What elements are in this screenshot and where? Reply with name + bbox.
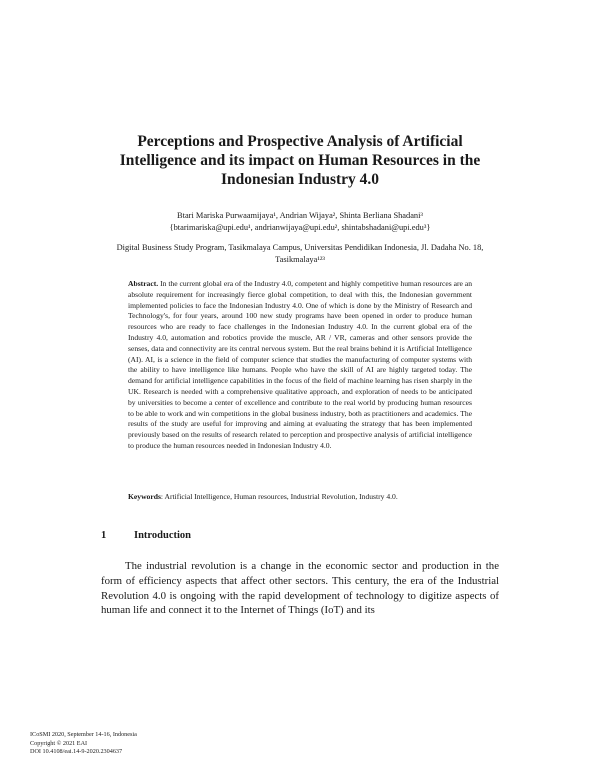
keywords-label: Keywords xyxy=(128,492,161,501)
footer-conference: ICoSMI 2020, September 14-16, Indonesia xyxy=(30,731,137,738)
section-title: Introduction xyxy=(134,530,191,541)
affiliation: Digital Business Study Program, Tasikmalaya Campus, Universitas Pendidikan Indonesia, Jl. Dadaha No. 18, Tasikmalaya¹²³ xyxy=(116,243,484,264)
abstract-text: In the current global era of the Industry 4.0, competent and highly competitive human resources are an absolute requirement for increasingly fierce global competition, to deal with this, the Indonesian government implemented policies to face the Indonesian Industry 4.0. One of which is done by the Ministry of Research and Technology's, for four years, around 100 new study programs have been opened in order to produce human resources who are ready to face challenges in the Indonesian Industry 4.0. In the current global era of the Industry 4.0, automation and robotics provide the muscle, AR / VR, cameras and other sensors provide the senses, data and connectivity are its central nervous system. But the real brains behind it is Artificial Intelligence (AI). AI, is a science in the field of computer science that studies the manufacturing of computer systems with the ability to have intelligence like humans. People who have the skill of AI are highly targeted today. The demand for artificial intelligence capabilities in the focus of the field of machine learning has risen sharply in the UK. Research is needed with a comprehensive qualitative approach, and exploration of needs to be anticipated by universities to become a center of excellence and contribute to the real world by producing human resources to be able to work and win competitions in the global business industry, both as practitioners and academics. The results of the study are useful for improving and aiming at evaluating the strategy that has been implemented previously based on the results of research related to perception and prospective analysis of artificial intelligence to produce the human resources needed in Indonesian Industry 4.0. xyxy=(128,279,472,450)
paper-title: Perceptions and Prospective Analysis of Artificial Intelligence and its impact on Human Resources in the Indonesian Industry 4.0 xyxy=(119,133,481,188)
author-emails: {btarimariska@upi.edu¹, andrianwijaya@upi.edu², shintabshadani@upi.edu³} xyxy=(169,223,431,232)
keywords-text: : Artificial Intelligence, Human resources, Industrial Revolution, Industry 4.0. xyxy=(160,492,398,501)
section-number: 1 xyxy=(101,530,107,541)
section-heading xyxy=(101,529,401,543)
keywords xyxy=(128,492,472,503)
footer-copyright: Copyright © 2021 EAI xyxy=(30,739,88,747)
abstract-label: Abstract. xyxy=(128,279,159,288)
footer xyxy=(30,731,330,757)
footer-doi: DOI 10.4108/eai.14-9-2020.2304637 xyxy=(30,748,123,756)
author-block xyxy=(100,210,500,234)
author-names: Btari Mariska Purwaamijaya¹, Andrian Wijaya², Shinta Berliana Shadani³ xyxy=(177,211,423,220)
body-paragraph: The industrial revolution is a change in the economic sector and production in the form of efficiency aspects that affect other sectors. This century, the era of the Industrial Revolution 4.0 is ongoing with the rapid development of technology to digitize aspects of human life and connect it to the Internet of Things (IoT) and its xyxy=(101,560,499,617)
abstract xyxy=(128,279,472,452)
